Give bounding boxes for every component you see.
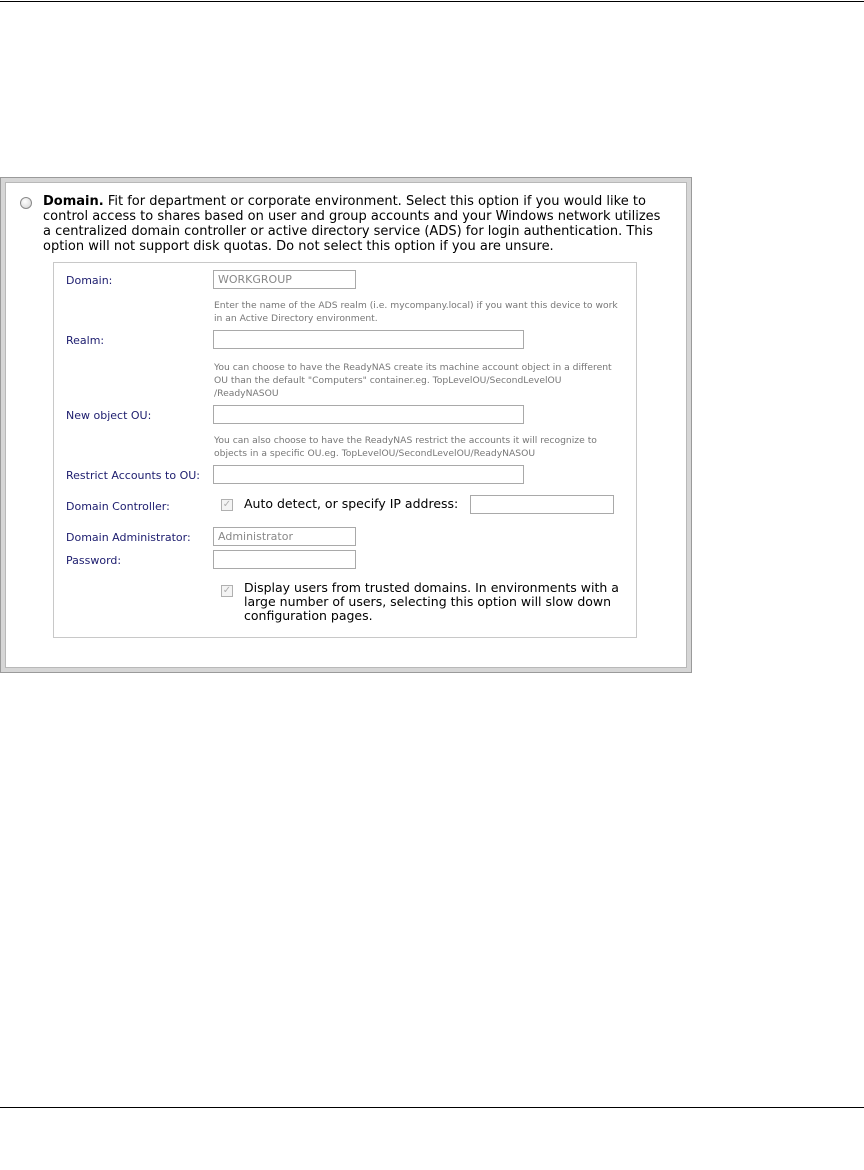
auto-detect-checkbox[interactable] [221,499,233,511]
ou-help-text: You can choose to have the ReadyNAS create its machine account object in a different OU than the default "Computers" container.eg. TopLevelOU/SecondLevelOU /ReadyNASOU [214,362,612,399]
page-bottom-rule [0,1107,864,1108]
checkmark-icon: ✓ [222,585,232,596]
domain-option-description [43,194,663,254]
auto-detect-label: Auto detect, or specify IP address: [244,496,459,511]
domain-option-text: Fit for department or corporate environment. Select this option if you would like to control access to shares based on user and group accounts and your Windows network utilizes a centralized domain controller or active directory service (ADS) for login authentication. This option will not support disk quotas. Do not select this option if you are unsure. [43,194,661,254]
password-input[interactable] [213,550,356,569]
password-label: Password: [66,554,122,567]
restrict-help-text: You can also choose to have the ReadyNAS restrict the accounts it will recognize to objects in a specific OU.eg. TopLevelOU/SecondLevelOU/ReadyNASOU [214,435,597,459]
domain-administrator-label: Domain Administrator: [66,531,191,544]
trusted-domains-checkbox[interactable] [221,585,233,597]
restrict-accounts-label: Restrict Accounts to OU: [66,469,200,482]
new-object-ou-label: New object OU: [66,409,152,422]
domain-option-title: Domain. [43,194,104,209]
page-top-rule [0,1,864,2]
realm-label: Realm: [66,334,105,347]
controller-ip-input[interactable] [470,495,614,514]
domain-label: Domain: [66,274,113,287]
realm-help-text: Enter the name of the ADS realm (i.e. mycompany.local) if you want this device to work in an Active Directory environment. [214,300,618,324]
domain-administrator-input[interactable] [213,527,356,546]
restrict-accounts-input[interactable] [213,465,524,484]
domain-controller-label: Domain Controller: [66,500,170,513]
new-object-ou-input[interactable] [213,405,524,424]
domain-input[interactable] [213,270,356,289]
realm-input[interactable] [213,330,524,349]
trusted-domains-label: Display users from trusted domains. In environments with a large number of users, selecting this option will slow down configuration pages. [244,580,619,623]
checkmark-icon: ✓ [222,499,232,510]
domain-option-radio[interactable] [20,197,32,209]
